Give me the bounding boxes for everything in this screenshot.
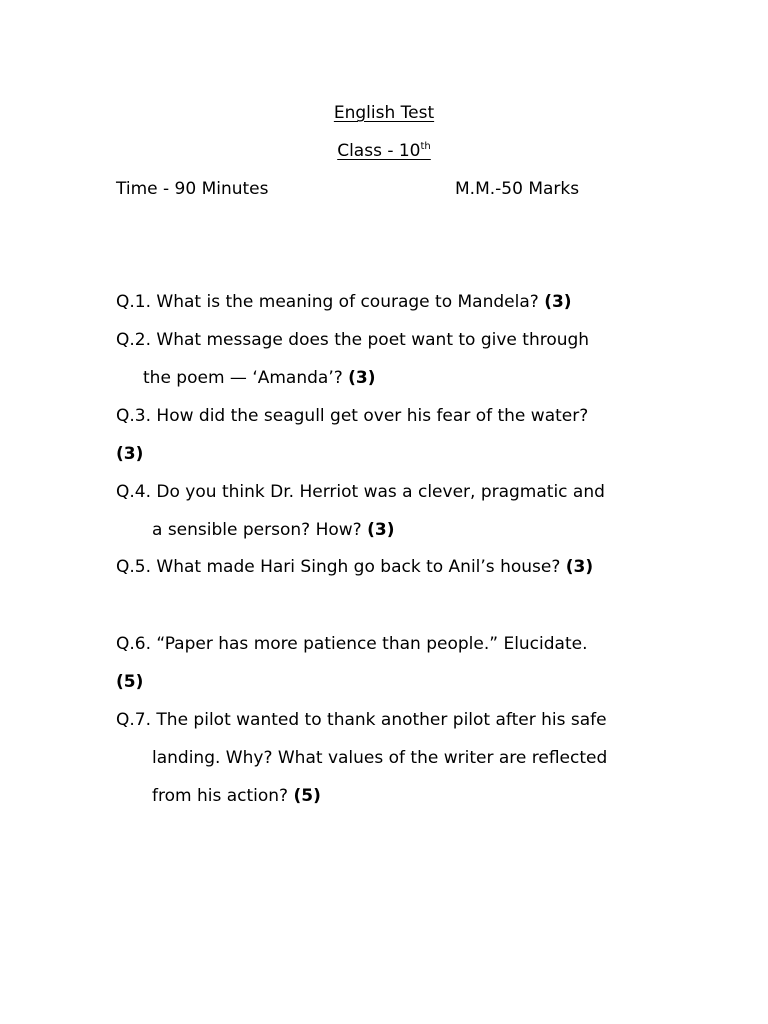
question-1: Q.1. What is the meaning of courage to Mandela? (3)	[116, 292, 572, 312]
question-6: Q.6. “Paper has more patience than people.” Elucidate.	[116, 634, 588, 654]
question-2-continued: the poem — ‘Amanda’? (3)	[143, 368, 376, 388]
question-6-marks: (5)	[116, 672, 144, 692]
question-4: Q.4. Do you think Dr. Herriot was a clever, pragmatic and	[116, 482, 605, 502]
question-7: Q.7. The pilot wanted to thank another pilot after his safe	[116, 710, 607, 730]
question-7-continued: landing. Why? What values of the writer are reflected	[152, 748, 608, 768]
question-5: Q.5. What made Hari Singh go back to Anil’s house? (3)	[116, 557, 594, 577]
max-marks-label: M.M.-50 Marks	[455, 179, 580, 199]
question-3-marks: (3)	[116, 444, 144, 464]
test-title: English Test	[333, 103, 435, 123]
time-label: Time - 90 Minutes	[116, 179, 269, 199]
class-label: Class - 10th	[337, 141, 431, 161]
question-3: Q.3. How did the seagull get over his fear of the water?	[116, 406, 589, 426]
question-7-continued-2: from his action? (5)	[152, 786, 321, 806]
question-4-continued: a sensible person? How? (3)	[152, 520, 395, 540]
question-2: Q.2. What message does the poet want to give through	[116, 330, 590, 350]
